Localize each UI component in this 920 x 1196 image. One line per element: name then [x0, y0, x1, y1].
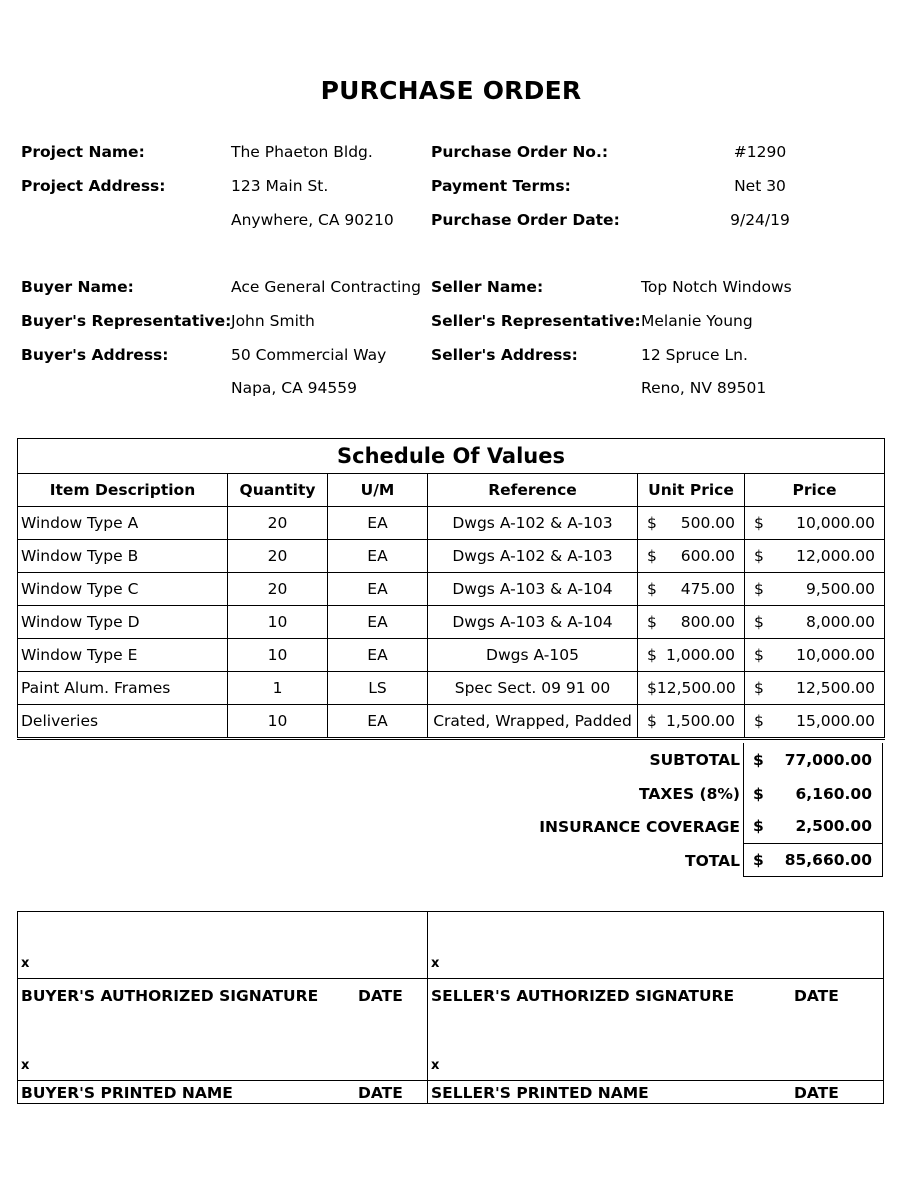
project-address-line1: 123 Main St. — [231, 177, 329, 195]
price: 15,000.00 — [796, 712, 876, 730]
total-label: TOTAL — [685, 852, 740, 870]
reference: Dwgs A-105 — [428, 639, 638, 672]
unit-of-measure: EA — [328, 540, 428, 573]
unit-of-measure: EA — [328, 606, 428, 639]
seller-printed-date-label: DATE — [794, 1084, 839, 1102]
currency-symbol: $ — [753, 751, 764, 769]
price: 12,000.00 — [796, 547, 876, 565]
buyer-printed-name-label: BUYER'S PRINTED NAME — [21, 1084, 233, 1102]
seller-address-label: Seller's Address: — [431, 346, 578, 364]
currency-symbol: $ — [754, 646, 764, 664]
seller-address-line1: 12 Spruce Ln. — [641, 346, 748, 364]
taxes-value: 6,160.00 — [795, 785, 872, 803]
seller-name-label: Seller Name: — [431, 278, 544, 296]
seller-signature-x[interactable]: x — [431, 956, 440, 971]
item-description: Window Type A — [18, 507, 228, 540]
po-number-label: Purchase Order No.: — [431, 143, 609, 161]
subtotal-row — [744, 744, 882, 777]
insurance-value: 2,500.00 — [795, 817, 872, 835]
project-address-line2: Anywhere, CA 90210 — [231, 211, 394, 229]
currency-symbol: $ — [753, 851, 764, 869]
header-um: U/M — [328, 474, 428, 507]
unit-price: 1,500.00 — [665, 712, 735, 730]
unit-price: 600.00 — [680, 547, 735, 565]
item-description: Deliveries — [18, 705, 228, 739]
quantity: 1 — [228, 672, 328, 705]
price: 9,500.00 — [806, 580, 876, 598]
price: 8,000.00 — [806, 613, 876, 631]
item-description: Window Type C — [18, 573, 228, 606]
header-unit-price: Unit Price — [638, 474, 745, 507]
printed-name-line — [18, 1080, 883, 1081]
unit-of-measure: EA — [328, 573, 428, 606]
currency-symbol: $ — [754, 580, 764, 598]
seller-signature-date-label: DATE — [794, 987, 839, 1005]
schedule-title: Schedule Of Values — [18, 439, 885, 474]
price-cell — [745, 705, 885, 739]
unit-price: 800.00 — [680, 613, 735, 631]
table-row — [18, 507, 885, 540]
currency-symbol: $ — [647, 580, 657, 598]
currency-symbol: $ — [753, 817, 764, 835]
currency-symbol: $ — [647, 646, 657, 664]
currency-symbol: $ — [754, 547, 764, 565]
quantity: 10 — [228, 639, 328, 672]
reference: Spec Sect. 09 91 00 — [428, 672, 638, 705]
seller-printed-x[interactable]: x — [431, 1058, 440, 1073]
buyer-address-label: Buyer's Address: — [21, 346, 169, 364]
po-number-value: #1290 — [733, 143, 787, 161]
schedule-of-values-table — [17, 438, 885, 740]
unit-price-cell — [638, 705, 745, 739]
unit-price: 500.00 — [680, 514, 735, 532]
currency-symbol: $ — [647, 514, 657, 532]
quantity: 10 — [228, 705, 328, 739]
project-name-label: Project Name: — [21, 143, 145, 161]
buyer-signature-date-label: DATE — [358, 987, 403, 1005]
table-row — [18, 606, 885, 639]
buyer-signature-label: BUYER'S AUTHORIZED SIGNATURE — [21, 987, 319, 1005]
subtotal-label: SUBTOTAL — [649, 751, 740, 769]
taxes-label: TAXES (8%) — [639, 785, 740, 803]
header-item-description: Item Description — [18, 474, 228, 507]
totals-box — [743, 743, 883, 877]
seller-name-value: Top Notch Windows — [641, 278, 792, 296]
price-cell — [745, 573, 885, 606]
buyer-name-label: Buyer Name: — [21, 278, 134, 296]
payment-terms-label: Payment Terms: — [431, 177, 571, 195]
item-description: Window Type E — [18, 639, 228, 672]
seller-signature-label: SELLER'S AUTHORIZED SIGNATURE — [431, 987, 735, 1005]
price-cell — [745, 540, 885, 573]
buyer-signature-x[interactable]: x — [21, 956, 30, 971]
unit-price: 1,000.00 — [665, 646, 735, 664]
payment-terms-value: Net 30 — [734, 177, 786, 195]
table-row — [18, 672, 885, 705]
header-price: Price — [745, 474, 885, 507]
unit-of-measure: EA — [328, 705, 428, 739]
quantity: 20 — [228, 573, 328, 606]
taxes-row — [744, 778, 882, 811]
currency-symbol: $ — [647, 613, 657, 631]
unit-price-cell — [638, 507, 745, 540]
header-quantity: Quantity — [228, 474, 328, 507]
unit-of-measure: LS — [328, 672, 428, 705]
table-header-row — [18, 474, 885, 507]
project-name-value: The Phaeton Bldg. — [231, 143, 373, 161]
buyer-address-line1: 50 Commercial Way — [231, 346, 387, 364]
subtotal-value: 77,000.00 — [784, 751, 872, 769]
po-date-label: Purchase Order Date: — [431, 211, 620, 229]
buyer-rep-label: Buyer's Representative: — [21, 312, 232, 330]
project-address-label: Project Address: — [21, 177, 166, 195]
buyer-rep-value: John Smith — [231, 312, 315, 330]
price: 10,000.00 — [796, 514, 876, 532]
unit-price: 475.00 — [680, 580, 735, 598]
signature-divider — [427, 912, 428, 1103]
reference: Crated, Wrapped, Padded — [428, 705, 638, 739]
total-row — [744, 843, 882, 876]
currency-symbol: $ — [754, 679, 764, 697]
reference: Dwgs A-102 & A-103 — [428, 540, 638, 573]
currency-symbol: $ — [647, 679, 657, 697]
item-description: Window Type D — [18, 606, 228, 639]
header-reference: Reference — [428, 474, 638, 507]
reference: Dwgs A-103 & A-104 — [428, 606, 638, 639]
unit-of-measure: EA — [328, 507, 428, 540]
currency-symbol: $ — [647, 712, 657, 730]
unit-price-cell — [638, 672, 745, 705]
insurance-label: INSURANCE COVERAGE — [539, 818, 740, 836]
page-title: PURCHASE ORDER — [320, 76, 582, 105]
seller-address-line2: Reno, NV 89501 — [641, 379, 767, 397]
reference: Dwgs A-103 & A-104 — [428, 573, 638, 606]
buyer-printed-date-label: DATE — [358, 1084, 403, 1102]
reference: Dwgs A-102 & A-103 — [428, 507, 638, 540]
price-cell — [745, 507, 885, 540]
currency-symbol: $ — [753, 785, 764, 803]
quantity: 20 — [228, 540, 328, 573]
item-description: Window Type B — [18, 540, 228, 573]
unit-price-cell — [638, 606, 745, 639]
quantity: 10 — [228, 606, 328, 639]
price-cell — [745, 606, 885, 639]
price-cell — [745, 639, 885, 672]
buyer-address-line2: Napa, CA 94559 — [231, 379, 357, 397]
currency-symbol: $ — [647, 547, 657, 565]
table-row — [18, 573, 885, 606]
currency-symbol: $ — [754, 514, 764, 532]
price: 10,000.00 — [796, 646, 876, 664]
seller-rep-value: Melanie Young — [641, 312, 753, 330]
seller-printed-name-label: SELLER'S PRINTED NAME — [431, 1084, 649, 1102]
table-row — [18, 639, 885, 672]
currency-symbol: $ — [754, 613, 764, 631]
seller-rep-label: Seller's Representative: — [431, 312, 641, 330]
buyer-printed-x[interactable]: x — [21, 1058, 30, 1073]
insurance-row — [744, 810, 882, 843]
price-cell — [745, 672, 885, 705]
quantity: 20 — [228, 507, 328, 540]
buyer-name-value: Ace General Contracting — [231, 278, 421, 296]
signature-line — [18, 978, 883, 979]
table-row — [18, 540, 885, 573]
signature-block — [17, 911, 884, 1104]
unit-price-cell — [638, 540, 745, 573]
unit-price-cell — [638, 573, 745, 606]
unit-of-measure: EA — [328, 639, 428, 672]
currency-symbol: $ — [754, 712, 764, 730]
unit-price: 12,500.00 — [656, 679, 736, 697]
table-row — [18, 705, 885, 739]
price: 12,500.00 — [796, 679, 876, 697]
total-value: 85,660.00 — [784, 851, 872, 869]
po-date-value: 9/24/19 — [730, 211, 790, 229]
unit-price-cell — [638, 639, 745, 672]
item-description: Paint Alum. Frames — [18, 672, 228, 705]
